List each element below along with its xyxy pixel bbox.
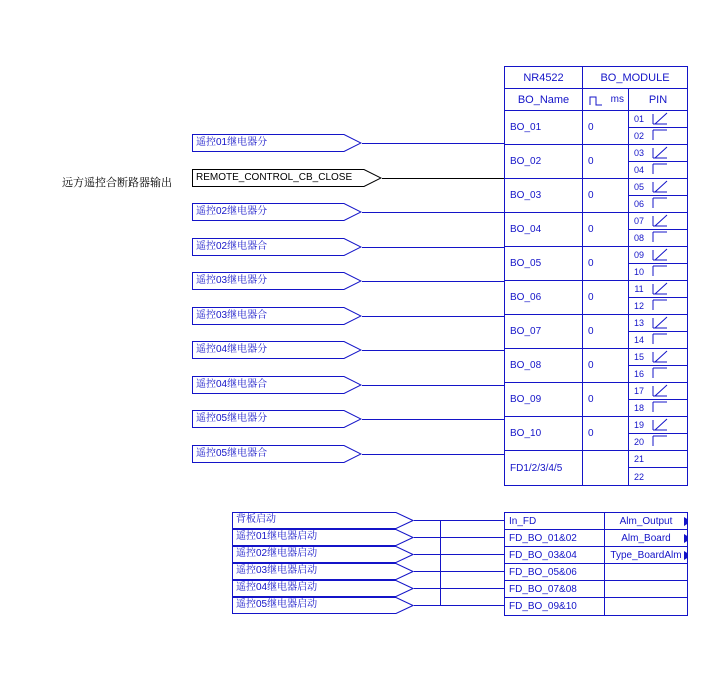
pin-stack — [629, 111, 687, 144]
relay-contact-icon — [651, 298, 677, 314]
wire — [362, 419, 504, 420]
arrow-right-icon — [684, 517, 687, 526]
pin-stack — [629, 145, 687, 178]
table-row[interactable] — [505, 179, 687, 213]
relay-contact-icon — [651, 213, 677, 229]
signal-flag-label: 遥控04继电器合 — [196, 379, 268, 390]
column-header-ms-label: ms — [610, 94, 624, 105]
pin-stack — [629, 179, 687, 212]
arrow-right-icon — [684, 551, 687, 560]
fd-input-name: FD_BO_01&02 — [505, 530, 605, 546]
left-description-label: 远方遥控合断路器输出 — [62, 177, 172, 189]
signal-flag-label: 遥控02继电器合 — [196, 241, 268, 252]
fd-input-name: In_FD — [505, 513, 605, 529]
fd-input-name: FD_BO_07&08 — [505, 581, 605, 597]
pin-stack — [629, 383, 687, 416]
signal-flag[interactable] — [192, 341, 362, 359]
table-row[interactable] — [505, 451, 687, 485]
pin-number: 22 — [633, 471, 644, 482]
signal-flag-label: 遥控03继电器合 — [196, 310, 268, 321]
table-row[interactable] — [505, 247, 687, 281]
fd-signal-label: 背板启动 — [236, 514, 276, 525]
module-type-name: BO_MODULE — [600, 71, 670, 84]
relay-contact-icon — [651, 145, 677, 161]
bo-name: BO_09 — [505, 383, 583, 416]
table-row[interactable] — [505, 598, 687, 615]
fd-output-name — [605, 564, 687, 580]
table-row[interactable] — [505, 547, 687, 564]
pin-number: 04 — [633, 164, 644, 175]
pin-number: 01 — [633, 113, 644, 124]
bo-name: BO_10 — [505, 417, 583, 450]
relay-contact-icon — [651, 383, 677, 399]
signal-flag[interactable] — [192, 376, 362, 394]
relay-contact-icon — [651, 247, 677, 263]
bo-ms — [583, 451, 629, 485]
fd-output-name — [605, 547, 687, 563]
wire — [362, 247, 504, 248]
relay-contact-icon — [651, 162, 677, 178]
pin-number: 13 — [633, 317, 644, 328]
signal-flag-label: 遥控03继电器分 — [196, 275, 268, 286]
module-title-row — [505, 67, 687, 89]
fd-output-label: Alm_Output — [619, 515, 673, 527]
bo-module-table — [504, 66, 688, 486]
fd-signal-flag[interactable] — [232, 529, 414, 547]
pin-number: 15 — [633, 351, 644, 362]
pin-number: 06 — [633, 198, 644, 209]
fd-signal-flag[interactable] — [232, 546, 414, 564]
relay-contact-icon — [651, 366, 677, 382]
fd-signal-label: 遥控02继电器启动 — [236, 548, 318, 559]
relay-contact-icon — [651, 400, 677, 416]
bo-ms: 0 — [583, 383, 629, 416]
table-row[interactable] — [505, 111, 687, 145]
pin-number: 09 — [633, 249, 644, 260]
bo-ms: 0 — [583, 315, 629, 348]
fd-output-name — [605, 530, 687, 546]
signal-flag[interactable] — [192, 134, 362, 152]
column-header-bo-name: BO_Name — [505, 89, 583, 110]
signal-flag[interactable] — [192, 203, 362, 221]
fd-signal-flag[interactable] — [232, 597, 414, 615]
pin-number: 02 — [633, 130, 644, 141]
relay-contact-icon — [651, 417, 677, 433]
bo-ms: 0 — [583, 145, 629, 178]
relay-contact-icon — [651, 434, 677, 450]
signal-flag[interactable] — [192, 238, 362, 256]
fd-signal-label: 遥控04继电器启动 — [236, 582, 318, 593]
relay-contact-icon — [651, 230, 677, 246]
bo-name: BO_05 — [505, 247, 583, 280]
table-row[interactable] — [505, 417, 687, 451]
pin-number: 20 — [633, 436, 644, 447]
signal-flag[interactable] — [192, 445, 362, 463]
pin-number: 10 — [633, 266, 644, 277]
bo-name: BO_03 — [505, 179, 583, 212]
pin-number: 12 — [633, 300, 644, 311]
pin-stack — [629, 315, 687, 348]
bo-name: FD1/2/3/4/5 — [505, 451, 583, 485]
table-row[interactable] — [505, 383, 687, 417]
bo-ms: 0 — [583, 111, 629, 144]
fd-input-name: FD_BO_03&04 — [505, 547, 605, 563]
table-row[interactable] — [505, 530, 687, 547]
bo-ms: 0 — [583, 281, 629, 314]
fd-output-label: Alm_Board — [621, 532, 671, 544]
pulse-icon — [589, 93, 611, 107]
fd-signal-flag[interactable] — [232, 563, 414, 581]
wire — [414, 520, 504, 521]
column-header-pin: PIN — [648, 93, 668, 106]
relay-contact-icon — [651, 315, 677, 331]
signal-flag-label: 遥控05继电器合 — [196, 448, 268, 459]
bo-name: BO_01 — [505, 111, 583, 144]
pin-number: 03 — [633, 147, 644, 158]
fd-input-name: FD_BO_05&06 — [505, 564, 605, 580]
column-header-ms — [583, 89, 629, 110]
relay-contact-icon — [651, 128, 677, 144]
relay-contact-icon — [651, 179, 677, 195]
wire — [414, 537, 504, 538]
bo-ms: 0 — [583, 179, 629, 212]
pin-number: 14 — [633, 334, 644, 345]
wire — [362, 143, 504, 144]
pin-number: 11 — [634, 283, 644, 294]
pin-number: 07 — [633, 215, 644, 226]
pin-stack — [629, 213, 687, 246]
relay-contact-icon — [651, 264, 677, 280]
wire — [362, 212, 504, 213]
wire — [414, 571, 504, 572]
signal-flag[interactable] — [192, 272, 362, 290]
pin-stack — [629, 247, 687, 280]
signal-flag-label: 遥控02继电器分 — [196, 206, 268, 217]
table-row[interactable] — [505, 564, 687, 581]
relay-contact-icon — [651, 196, 677, 212]
bo-name: BO_06 — [505, 281, 583, 314]
module-column-header-row — [505, 89, 687, 111]
pin-stack — [629, 349, 687, 382]
table-row[interactable] — [505, 281, 687, 315]
table-row[interactable] — [505, 315, 687, 349]
pin-number: 19 — [633, 419, 644, 430]
signal-flag[interactable] — [192, 169, 382, 187]
signal-flag[interactable] — [192, 410, 362, 428]
fd-signal-flag[interactable] — [232, 512, 414, 530]
signal-flag-label: REMOTE_CONTROL_CB_CLOSE — [196, 172, 353, 183]
pin-number: 18 — [633, 402, 644, 413]
module-device-name: NR4522 — [505, 67, 583, 88]
fd-output-name — [605, 513, 687, 529]
bo-name: BO_07 — [505, 315, 583, 348]
relay-contact-icon — [651, 111, 677, 127]
pin-number: 21 — [633, 454, 644, 464]
pin-number: 16 — [633, 368, 644, 379]
fd-signal-label: 遥控01继电器启动 — [236, 531, 318, 542]
pin-stack — [629, 417, 687, 450]
wire — [414, 588, 504, 589]
fd-input-name: FD_BO_09&10 — [505, 598, 605, 615]
pin-stack — [629, 281, 687, 314]
fd-signal-label: 遥控03继电器启动 — [236, 565, 318, 576]
bo-name: BO_08 — [505, 349, 583, 382]
fd-output-name — [605, 581, 687, 597]
wire — [362, 281, 504, 282]
fd-signal-label: 遥控05继电器启动 — [236, 599, 318, 610]
wire — [362, 385, 504, 386]
relay-contact-icon — [651, 332, 677, 348]
signal-flag-label: 遥控01继电器分 — [196, 137, 268, 148]
arrow-right-icon — [684, 534, 687, 543]
wire — [362, 454, 504, 455]
relay-contact-icon — [651, 281, 677, 297]
wire — [362, 350, 504, 351]
table-row[interactable] — [505, 513, 687, 530]
pin-number: 05 — [633, 181, 644, 192]
table-row[interactable] — [505, 581, 687, 598]
bo-ms: 0 — [583, 213, 629, 246]
wire — [414, 605, 504, 606]
bo-ms: 0 — [583, 247, 629, 280]
fd-output-label: Type_BoardAlm — [610, 549, 682, 561]
fd-module-table — [504, 512, 688, 616]
table-row[interactable] — [505, 145, 687, 179]
signal-flag-label: 遥控05继电器分 — [196, 413, 268, 424]
fd-output-name — [605, 598, 687, 615]
bo-name: BO_04 — [505, 213, 583, 246]
wire-bus — [440, 520, 441, 606]
fd-signal-flag[interactable] — [232, 580, 414, 598]
table-row[interactable] — [505, 213, 687, 247]
wire — [382, 178, 504, 179]
pin-stack — [629, 451, 687, 485]
table-row[interactable] — [505, 349, 687, 383]
wire — [362, 316, 504, 317]
bo-ms: 0 — [583, 349, 629, 382]
bo-name: BO_02 — [505, 145, 583, 178]
signal-flag-label: 遥控04继电器分 — [196, 344, 268, 355]
relay-contact-icon — [651, 349, 677, 365]
bo-ms: 0 — [583, 417, 629, 450]
signal-flag[interactable] — [192, 307, 362, 325]
pin-number: 17 — [633, 385, 644, 396]
wire — [414, 554, 504, 555]
pin-number: 08 — [633, 232, 644, 243]
